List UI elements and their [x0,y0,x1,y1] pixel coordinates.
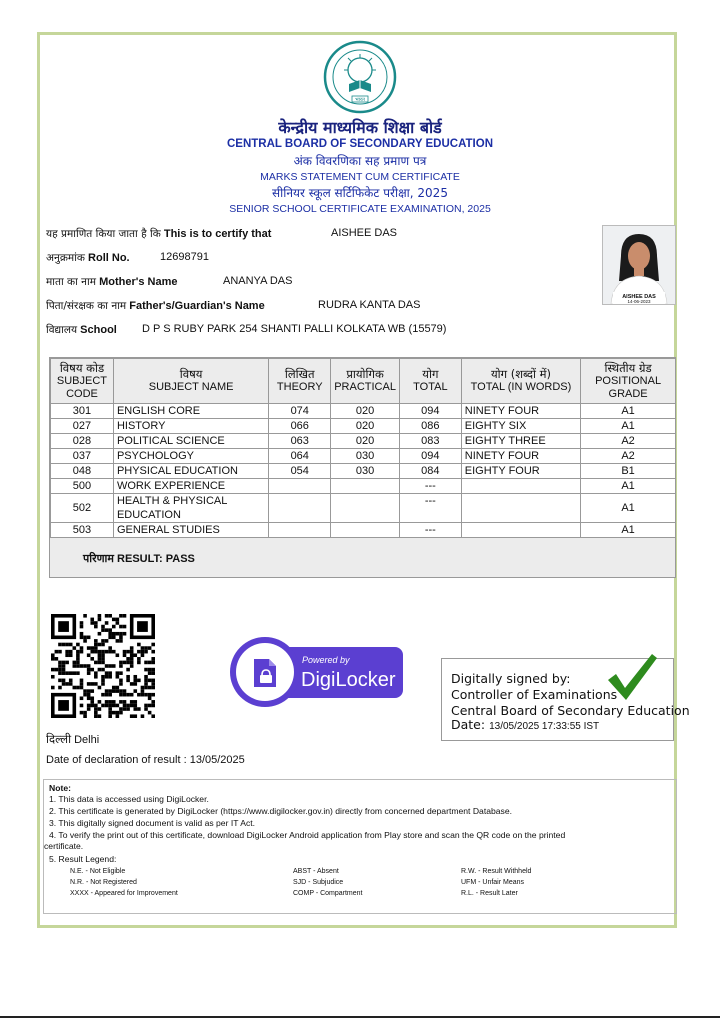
cell-words [461,479,580,494]
cell-name: HEALTH & PHYSICAL EDUCATION [113,494,268,523]
cell-grade: A1 [581,494,676,523]
digilocker-badge [228,635,404,709]
photo-caption: AISHEE DAS [622,294,656,300]
table-row [51,494,676,523]
place-hindi: दिल्ली [46,732,72,746]
cbse-emblem-icon [323,40,397,114]
notes-title: Note: [49,783,71,793]
cell-name: GENERAL STUDIES [113,523,268,538]
cell-code: 037 [51,449,114,464]
cell-practical: 020 [331,404,400,419]
candidate-photo [602,225,676,305]
qr-code[interactable] [51,614,155,718]
note-item: 3. This digitally signed document is valid as per IT Act. [49,818,256,828]
cell-practical [331,523,400,538]
roll-label: Roll No. [88,252,130,264]
cell-total: 094 [399,404,461,419]
table-row [51,434,676,449]
marks-panel [49,357,676,578]
legend-item: SJD - Subjudice [293,879,344,886]
header-theory: लिखित THEORY [269,359,331,404]
digilocker-powered: Powered by [302,655,350,665]
header-total: योग TOTAL [399,359,461,404]
header-practical: प्रायोगिक PRACTICAL [331,359,400,404]
document-title-english: MARKS STATEMENT CUM CERTIFICATE [260,171,460,183]
cell-practical [331,494,400,523]
roll-hindi: अनुक्रमांक [46,252,85,264]
place-english: Delhi [74,734,100,746]
table-row [51,464,676,479]
table-row [51,404,676,419]
signed-date-value: 13/05/2025 17:33:55 IST [489,721,600,732]
cell-total: --- [399,494,461,523]
declaration-line [46,754,245,766]
cell-words [461,494,580,523]
emblem-text: भारत [355,97,365,103]
legend-item: COMP - Compartment [293,890,363,897]
cell-grade: A1 [581,479,676,494]
cell-name: POLITICAL SCIENCE [113,434,268,449]
verified-check-icon [606,652,658,702]
note-item: 4. To verify the print out of this certificate, download DigiLocker Android application from Play store and scan the QR code on the printed [49,830,566,840]
bottom-divider [0,1016,720,1018]
cell-name: ENGLISH CORE [113,404,268,419]
legend-item: XXXX - Appeared for Improvement [70,890,178,897]
cell-code: 500 [51,479,114,494]
declaration-label: Date of declaration of result : [46,754,187,766]
cell-theory [269,523,331,538]
person-photo-icon [603,226,675,304]
table-row [51,419,676,434]
table-row [51,449,676,464]
cell-grade: A1 [581,523,676,538]
result-status: RESULT: PASS [117,553,195,565]
cell-theory [269,479,331,494]
cell-practical: 020 [331,419,400,434]
declaration-date: 13/05/2025 [189,754,245,766]
header-subject-code: विषय कोड SUBJECT CODE [51,359,114,404]
cell-name: WORK EXPERIENCE [113,479,268,494]
mother-line [46,275,177,289]
signed-by-title: Controller of Examinations [451,687,618,702]
marks-table [50,358,676,538]
cell-grade: A2 [581,449,676,464]
cell-practical: 020 [331,434,400,449]
cell-theory: 074 [269,404,331,419]
result-line [83,551,195,566]
cell-total: --- [399,479,461,494]
digilocker-brand: DigiLocker [301,669,396,691]
cell-theory: 064 [269,449,331,464]
certify-english: This is to certify that [163,228,272,240]
cell-code: 301 [51,404,114,419]
photo-date: 14-06-2023 [627,299,651,304]
cell-words: EIGHTY SIX [461,419,580,434]
board-name-hindi: केन्द्रीय माध्यमिक शिक्षा बोर्ड [278,118,442,137]
certify-hindi: यह प्रमाणित किया जाता है कि [46,228,161,240]
school-label: School [80,324,117,336]
mother-label: Mother's Name [99,276,178,288]
roll-number: 12698791 [160,251,209,263]
table-row [51,479,676,494]
roll-line [46,251,130,265]
header-grade: स्थितीय ग्रेड POSITIONAL GRADE [581,359,676,404]
cell-grade: A2 [581,434,676,449]
cell-words: NINETY FOUR [461,449,580,464]
note-item: certificate. [44,841,84,851]
signed-date-label: Date: [451,717,486,732]
cell-grade: B1 [581,464,676,479]
cell-name: PHYSICAL EDUCATION [113,464,268,479]
mother-name: ANANYA DAS [223,275,293,287]
legend-item: N.R. - Not Registered [70,879,137,886]
school-hindi: विद्यालय [46,324,78,336]
place-line [46,732,99,747]
legend-item: N.E. - Not Eligible [70,868,126,875]
father-hindi: पिता/संरक्षक का नाम [46,300,127,312]
cell-total: 094 [399,449,461,464]
exam-title-english: SENIOR SCHOOL CERTIFICATE EXAMINATION, 2025 [229,203,491,215]
signed-by-org: Central Board of Secondary Education [451,703,690,718]
cell-theory: 063 [269,434,331,449]
cell-total: --- [399,523,461,538]
note-item: 1. This data is accessed using DigiLocker. [49,794,209,804]
cell-name: HISTORY [113,419,268,434]
mother-hindi: माता का नाम [46,276,96,288]
cell-grade: A1 [581,419,676,434]
cell-code: 503 [51,523,114,538]
table-header-row [51,359,676,404]
cell-code: 502 [51,494,114,523]
note-item: 2. This certificate is generated by DigiLocker (https://www.digilocker.gov.in) directly from concerned department Database. [49,806,513,816]
board-name-english: CENTRAL BOARD OF SECONDARY EDUCATION [227,138,493,150]
result-hindi: परिणाम [83,552,114,565]
cell-total: 083 [399,434,461,449]
cell-practical: 030 [331,464,400,479]
legend-item: R.L. - Result Later [461,890,518,897]
document-title-hindi: अंक विवरणिका सह प्रमाण पत्र [293,154,427,168]
cell-total: 086 [399,419,461,434]
cell-words: EIGHTY THREE [461,434,580,449]
cell-words [461,523,580,538]
note-item: 5. Result Legend: [49,854,117,864]
cell-theory [269,494,331,523]
signed-by-label: Digitally signed by: [451,671,571,686]
legend-item: ABST - Absent [293,868,339,875]
school-line [46,323,117,337]
cell-code: 028 [51,434,114,449]
header-total-words: योग (शब्दों में) TOTAL (IN WORDS) [461,359,580,404]
father-line [46,299,265,313]
legend-item: R.W. - Result Withheld [461,868,532,875]
cell-grade: A1 [581,404,676,419]
father-name: RUDRA KANTA DAS [318,299,421,311]
cell-theory: 054 [269,464,331,479]
legend-item: UFM - Unfair Means [461,879,525,886]
exam-title-hindi: सीनियर स्कूल सर्टिफिकेट परीक्षा, 2025 [272,186,448,200]
cell-words: EIGHTY FOUR [461,464,580,479]
father-label: Father's/Guardian's Name [129,300,265,312]
signed-date-line [451,717,599,732]
table-row [51,523,676,538]
header-subject-name: विषय SUBJECT NAME [113,359,268,404]
cell-total: 084 [399,464,461,479]
cell-code: 048 [51,464,114,479]
certify-line [46,227,271,241]
cell-code: 027 [51,419,114,434]
school-name: D P S RUBY PARK 254 SHANTI PALLI KOLKATA WB (15579) [142,323,447,335]
candidate-name: AISHEE DAS [331,227,398,239]
cell-words: NINETY FOUR [461,404,580,419]
cell-name: PSYCHOLOGY [113,449,268,464]
notes-box [43,779,677,914]
cell-practical: 030 [331,449,400,464]
cell-practical [331,479,400,494]
cell-theory: 066 [269,419,331,434]
